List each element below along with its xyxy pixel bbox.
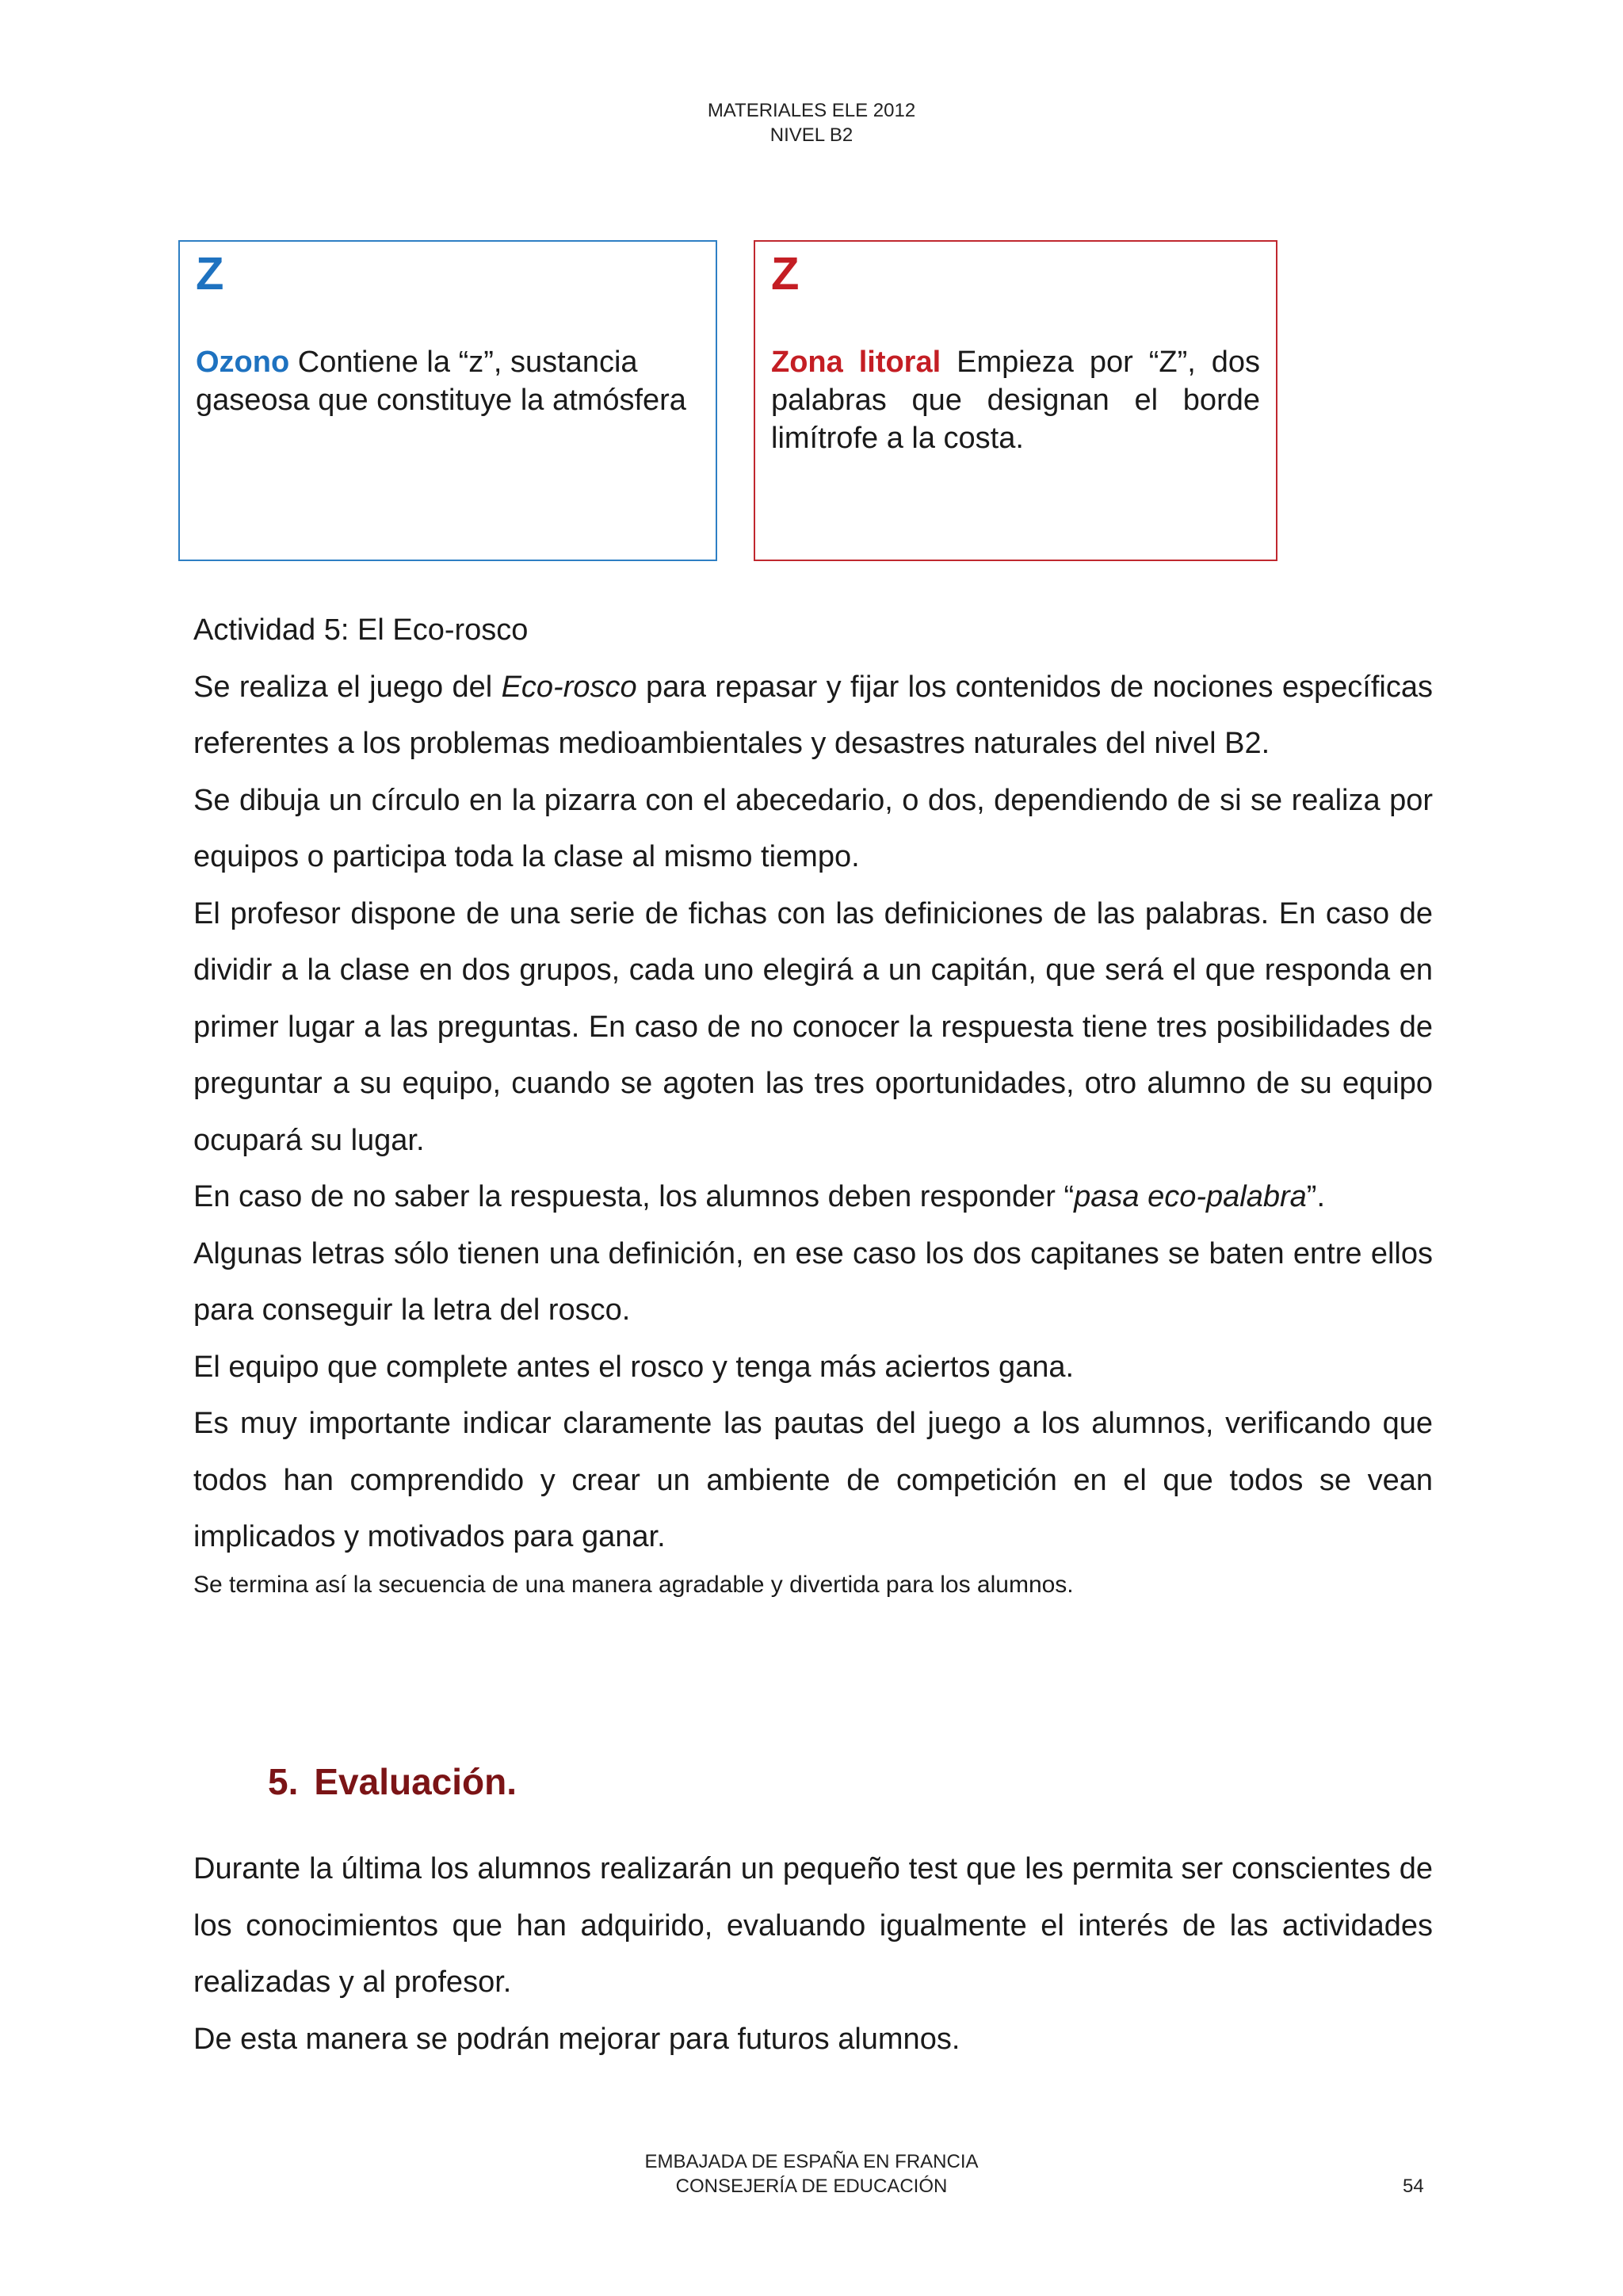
card-term: Ozono	[196, 346, 290, 379]
page-footer	[0, 2149, 1623, 2199]
paragraph-text: para repasar y fijar los contenidos de nociones específicas referentes a los problemas medioambientales y desastres naturales del nivel B2.	[193, 670, 1433, 760]
card-letter: Z	[771, 248, 800, 300]
evaluation-paragraph: Durante la última los alumnos realizarán un pequeño test que les permita ser conscientes de los conocimientos que han adquirido, evaluando igualmente el interés de las actividades realizadas y al profesor.	[193, 1852, 1433, 1999]
page-number: 54	[1403, 2176, 1424, 2197]
paragraph-text: En caso de no saber la respuesta, los alumnos deben responder “	[193, 1180, 1075, 1213]
activity-paragraph	[193, 659, 1433, 773]
paragraph-text: ”.	[1306, 1180, 1326, 1213]
footer-department: CONSEJERÍA DE EDUCACIÓN	[675, 2176, 948, 2197]
activity-paragraph: Se dibuja un círculo en la pizarra con el abecedario, o dos, dependiendo de si se realiza por equipos o participa toda la clase al mismo tiempo.	[193, 783, 1433, 873]
activity-title: Actividad 5: El Eco-rosco	[193, 613, 529, 647]
activity-paragraph: Algunas letras sólo tienen una definición, en ese caso los dos capitanes se baten entre ellos para conseguir la letra del rosco.	[193, 1236, 1433, 1327]
evaluation-paragraph: De esta manera se podrán mejorar para futuros alumnos.	[193, 2022, 960, 2056]
game-name: Eco-rosco	[501, 670, 637, 704]
definition-card-zona-litoral	[754, 240, 1277, 561]
header-level: NIVEL B2	[769, 124, 854, 146]
card-definition-text: Contiene la “z”, sustancia gaseosa que constituye la atmósfera	[196, 346, 686, 417]
card-definition	[771, 343, 1260, 457]
card-term: Zona litoral	[771, 346, 941, 379]
closing-note: Se termina así la secuencia de una manera agradable y divertida para los alumnos.	[193, 1571, 1074, 1598]
header-title: MATERIALES ELE 2012	[707, 100, 916, 121]
section-heading	[268, 1758, 517, 1805]
section-number: 5.	[268, 1761, 299, 1802]
section-title: Evaluación.	[314, 1761, 517, 1802]
card-definition	[196, 343, 700, 419]
pass-phrase: pasa eco-palabra	[1074, 1180, 1307, 1213]
card-definition-text: Empieza por “Z”, dos palabras que designan el borde limítrofe a la costa.	[771, 346, 1261, 455]
evaluation-section	[193, 1841, 1433, 2068]
activity-paragraph: El profesor dispone de una serie de fichas con las definiciones de las palabras. En caso de dividir a la clase en dos grupos, cada uno elegirá a un capitán, que será el que responda en primer lugar a las preguntas. En caso de no conocer la respuesta tiene tres posibilidades de preguntar a su equipo, cuando se agoten las tres oportunidades, otro alumno de su equipo ocupará su lugar.	[193, 896, 1433, 1157]
activity-paragraph: El equipo que complete antes el rosco y tenga más aciertos gana.	[193, 1350, 1075, 1384]
paragraph-text: Se realiza el juego del	[193, 670, 502, 704]
activity-paragraph	[193, 1169, 1433, 1226]
page-header	[0, 98, 1623, 147]
definition-card-ozono	[178, 240, 717, 561]
card-letter: Z	[196, 248, 224, 300]
footer-embassy: EMBAJADA DE ESPAÑA EN FRANCIA	[644, 2151, 979, 2172]
activity-section	[193, 602, 1433, 1604]
activity-paragraph: Es muy importante indicar claramente las pautas del juego a los alumnos, verificando que todos han comprendido y crear un ambiente de competición en el que todos se vean implicados y motivados para ganar.	[193, 1407, 1433, 1553]
